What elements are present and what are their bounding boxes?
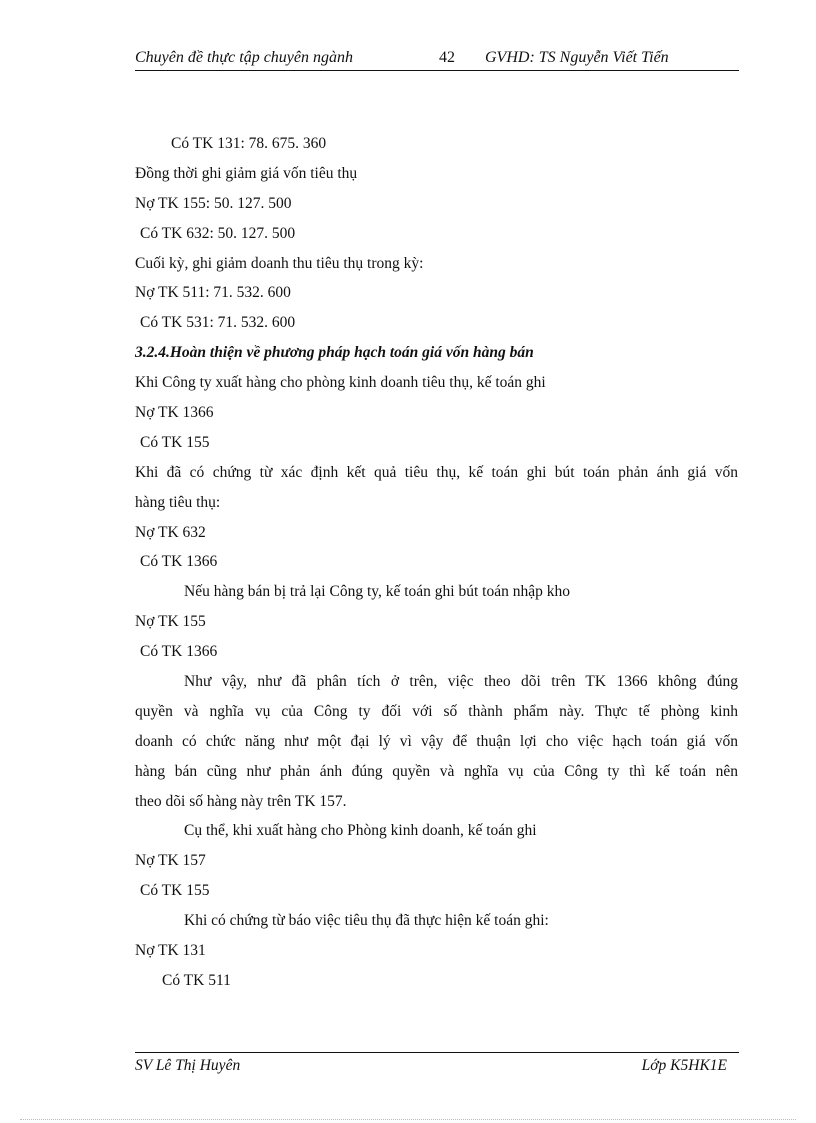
text-line: Có TK 131: 78. 675. 360 <box>171 135 327 152</box>
text-line: Nợ TK 157 <box>135 852 206 870</box>
text-line: Cụ thể, khi xuất hàng cho Phòng kinh doanh, kế toán ghi <box>184 822 537 840</box>
text-line: Nếu hàng bán bị trả lại Công ty, kế toán ghi bút toán nhập kho <box>184 583 570 601</box>
text-line: Cuối kỳ, ghi giảm doanh thu tiêu thụ trong kỳ: <box>135 254 424 272</box>
text-line: Nợ TK 511: 71. 532. 600 <box>135 284 291 302</box>
text-line: Có TK 632: 50. 127. 500 <box>140 224 296 242</box>
page-number: 42 <box>439 49 455 66</box>
page-header <box>135 48 739 71</box>
section-heading: 3.2.4.Hoàn thiện về phương pháp hạch toán giá vốn hàng bán <box>135 344 534 362</box>
paragraph-line: Khi đã có chứng từ xác định kết quả tiêu thụ, kế toán ghi bút toán phản ánh giá vốn <box>135 463 738 481</box>
header-supervisor: GVHD: TS Nguyễn Viết Tiến <box>485 49 669 66</box>
text-line: theo dõi số hàng này trên TK 157. <box>135 792 347 810</box>
footer-class: Lớp K5HK1E <box>641 1057 727 1074</box>
paragraph-line: quyền và nghĩa vụ của Công ty đối với số thành phẩm này. Thực tế phòng kinh <box>135 702 738 720</box>
page-footer <box>135 1052 739 1077</box>
text-line: Đồng thời ghi giảm giá vốn tiêu thụ <box>135 164 358 182</box>
header-title: Chuyên đề thực tập chuyên ngành <box>135 49 353 66</box>
text-line: Nợ TK 1366 <box>135 404 214 422</box>
text-line: Có TK 155 <box>140 882 210 900</box>
page-edge-divider <box>20 1119 796 1120</box>
text-line: Nợ TK 131 <box>135 942 206 960</box>
document-body <box>135 129 738 996</box>
text-line: Khi Công ty xuất hàng cho phòng kinh doanh tiêu thụ, kế toán ghi <box>135 374 546 392</box>
text-line: Nợ TK 632 <box>135 523 206 541</box>
text-line: Nợ TK 155: 50. 127. 500 <box>135 194 292 212</box>
text-line: Có TK 1366 <box>140 553 218 571</box>
paragraph-line: hàng bán cũng như phản ánh đúng quyền và nghĩa vụ của Công ty thì kế toán nên <box>135 762 738 780</box>
footer-student: SV Lê Thị Huyên <box>135 1057 241 1074</box>
text-line: Có TK 511 <box>162 971 231 989</box>
text-line: Khi có chứng từ báo việc tiêu thụ đã thực hiện kế toán ghi: <box>184 912 549 930</box>
text-line: Có TK 155 <box>140 433 210 451</box>
text-line: Nợ TK 155 <box>135 613 206 631</box>
text-line: Có TK 531: 71. 532. 600 <box>140 314 296 332</box>
text-line: hàng tiêu thụ: <box>135 493 221 511</box>
text-line: Có TK 1366 <box>140 643 218 661</box>
paragraph-line: Như vậy, như đã phân tích ở trên, việc theo dõi trên TK 1366 không đúng <box>184 673 738 691</box>
paragraph-line: doanh có chức năng như một đại lý vì vậy để thuận lợi cho việc hạch toán giá vốn <box>135 732 738 750</box>
